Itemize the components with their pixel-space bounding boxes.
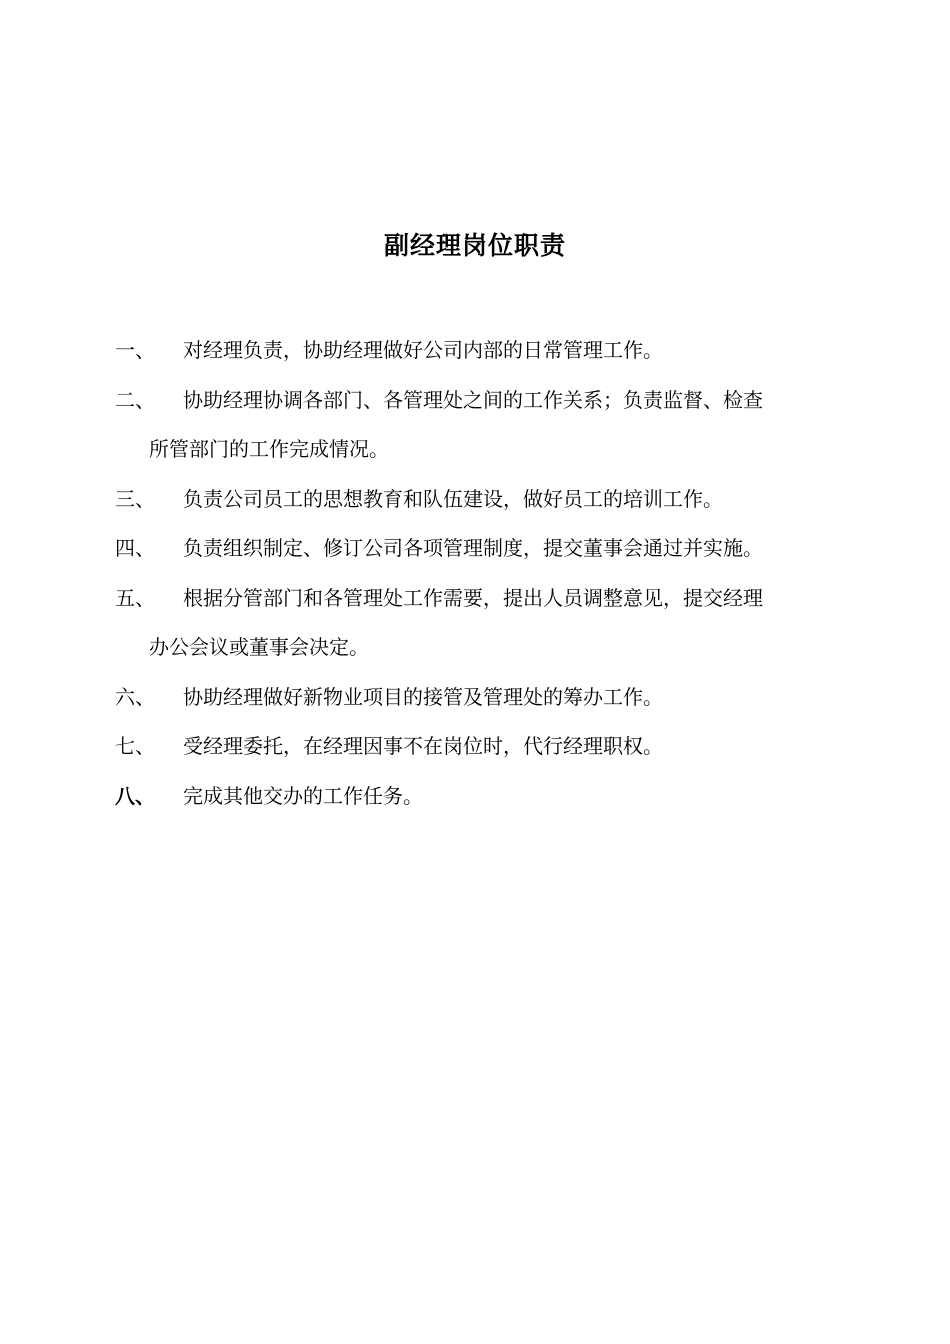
duty-item <box>115 326 835 376</box>
duty-item-text <box>149 376 835 475</box>
duty-item-line: 根据分管部门和各管理处工作需要，提出人员调整意见，提交经理 <box>183 585 763 610</box>
duty-item-text <box>149 574 835 673</box>
duty-item <box>115 524 835 574</box>
duty-item-line: 对经理负责，协助经理做好公司内部的日常管理工作。 <box>183 338 663 362</box>
duty-item-text <box>183 722 835 772</box>
duty-item <box>115 722 835 772</box>
document-title: 副经理岗位职责 <box>383 231 566 260</box>
duty-item-line: 负责公司员工的思想教育和队伍建设，做好员工的培训工作。 <box>183 486 723 511</box>
duty-item-text <box>183 524 835 574</box>
duty-item-line: 完成其他交办的工作任务。 <box>183 783 423 808</box>
duty-item-number: 七、 <box>115 734 155 758</box>
duty-item-text <box>183 475 835 525</box>
duty-item-number: 一、 <box>115 338 155 362</box>
duty-item-number: 四、 <box>115 536 155 560</box>
duty-item-line: 协助经理协调各部门、各管理处之间的工作关系；负责监督、检查 <box>183 387 763 412</box>
duty-item-number: 八、 <box>115 783 155 808</box>
duty-item-line: 受经理委托，在经理因事不在岗位时，代行经理职权。 <box>183 734 663 758</box>
duty-item <box>115 772 835 822</box>
duty-item-number: 六、 <box>115 684 155 709</box>
duty-item-line: 协助经理做好新物业项目的接管及管理处的筹办工作。 <box>183 684 663 709</box>
duty-item-number: 三、 <box>115 486 155 511</box>
duty-item-line: 所管部门的工作完成情况。 <box>149 437 389 461</box>
duty-item-text <box>183 673 835 723</box>
duty-list <box>115 326 835 821</box>
duty-item-line: 负责组织制定、修订公司各项管理制度，提交董事会通过并实施。 <box>183 536 763 560</box>
duty-item <box>115 376 835 475</box>
duty-item <box>115 574 835 673</box>
duty-item-number: 二、 <box>115 387 155 412</box>
duty-item <box>115 475 835 525</box>
duty-item <box>115 673 835 723</box>
duty-item-line: 办公会议或董事会决定。 <box>149 635 369 659</box>
duty-item-number: 五、 <box>115 585 155 610</box>
duty-item-text <box>183 772 835 822</box>
duty-item-text <box>183 326 835 376</box>
